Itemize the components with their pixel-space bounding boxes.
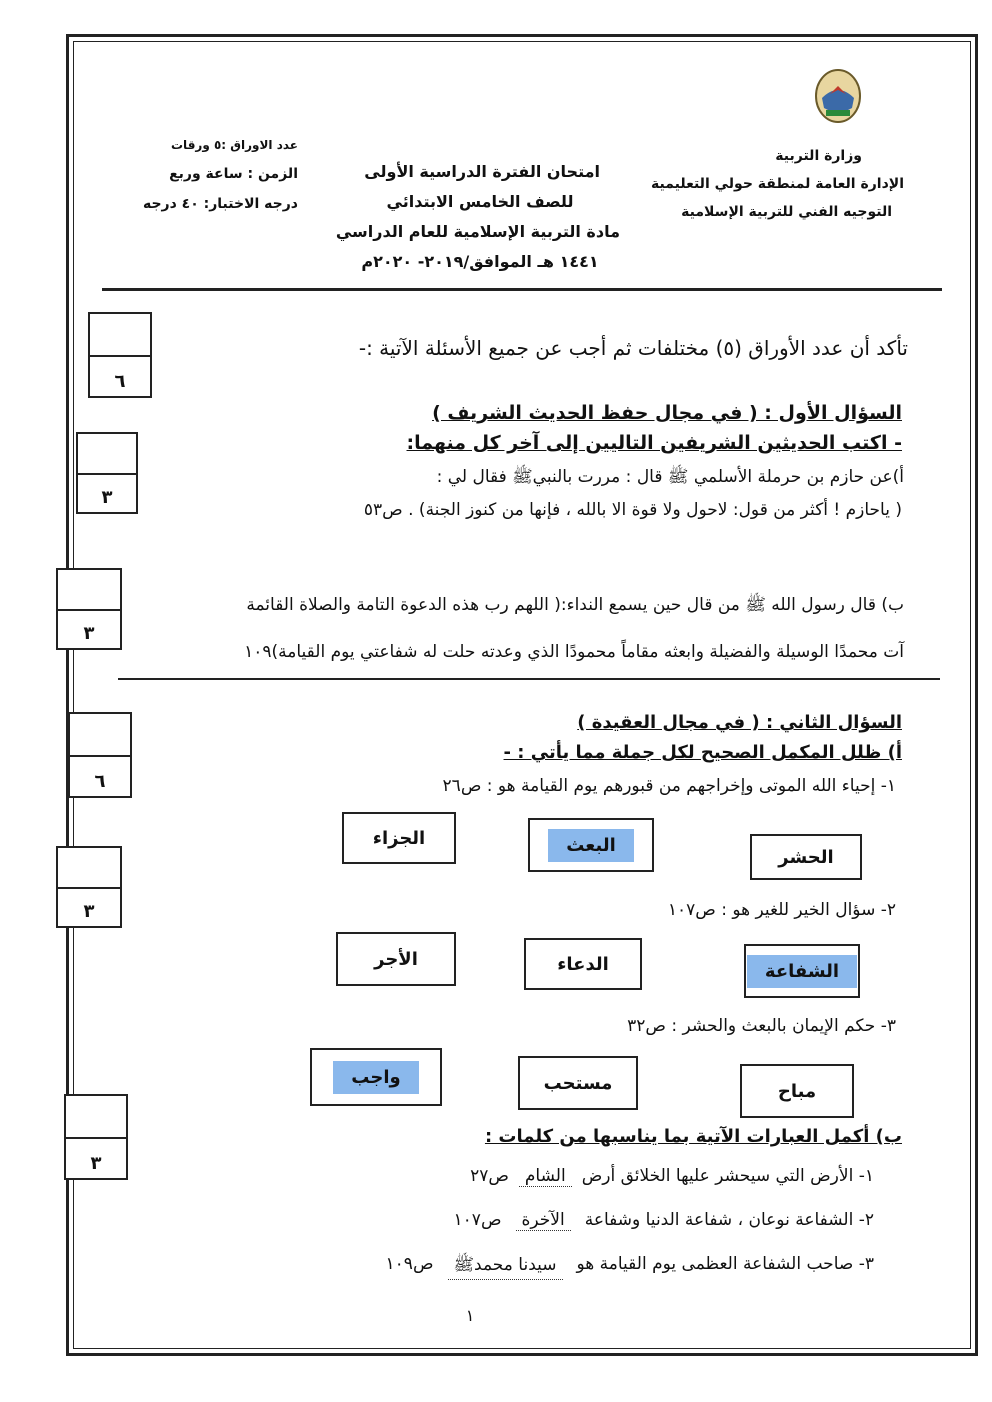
- score-box-q1: ٦: [88, 312, 152, 398]
- answer-field[interactable]: الآخرة: [516, 1210, 571, 1231]
- department-name: التوجيه الفني للتربية الإسلامية: [681, 204, 892, 220]
- exam-subject: مادة التربية الإسلامية للعام الدراسي: [335, 222, 620, 241]
- q2-b-item3: ٣- صاحب الشفاعة العظمى يوم القيامة هو سيدنا محمدﷺ ص١٠٩: [386, 1254, 874, 1280]
- q2-b-item2: ٢- الشفاعة نوعان ، شفاعة الدنيا وشفاعة الآخرة ص١٠٧: [453, 1210, 874, 1230]
- q1-divider: [118, 678, 940, 680]
- q2-item3-text: ٣- حكم الإيمان بالبعث والحشر : ص٣٢: [627, 1016, 896, 1036]
- option-jazaa[interactable]: الجزاء: [342, 812, 456, 864]
- q1-hadith-b-line1: ب) قال رسول الله ﷺ من قال حين يسمع النداء:( اللهم رب هذه الدعوة التامة والصلاة القائمة: [246, 595, 904, 615]
- option-shafaa-selected[interactable]: الشفاعة: [744, 944, 860, 998]
- q2-item1-text: ١- إحياء الله الموتى وإخراجهم من قبورهم يوم القيامة هو : ص٢٦: [442, 776, 896, 796]
- option-wajib-selected[interactable]: واجب: [310, 1048, 442, 1106]
- score-box-q2b: ٣: [64, 1094, 128, 1180]
- q2-title: السؤال الثاني : ( في مجال العقيدة ): [577, 712, 902, 733]
- q2-b-task: ب) أكمل العبارات الآتية بما يناسبها من كلمات :: [484, 1126, 902, 1147]
- score-box-q2a: ٣: [56, 846, 122, 928]
- option-ajr[interactable]: الأجر: [336, 932, 456, 986]
- directorate-name: الإدارة العامة لمنطقة حولي التعليمية: [651, 176, 904, 192]
- exam-year: ١٤٤١ هـ الموافق/٢٠١٩- ٢٠٢٠م: [361, 252, 599, 271]
- kuwait-emblem-icon: [812, 64, 864, 124]
- q2-task: أ) ظلل المكمل الصحيح لكل جملة مما يأتي : -: [503, 742, 902, 763]
- q2-item2-text: ٢- سؤال الخير للغير هو : ص١٠٧: [667, 900, 896, 920]
- q1-hadith-b-line2: آت محمدًا الوسيلة والفضيلة وابعثه مقاماً محمودًا الذي وعدته حلت له شفاعتي يوم القيامة)١٠٩: [244, 642, 904, 662]
- instruction-text: تأكد أن عدد الأوراق (٥) مختلفات ثم أجب عن جميع الأسئلة الآتية :-: [358, 336, 908, 360]
- exam-grade: للصف الخامس الابتدائي: [386, 192, 574, 211]
- ministry-name: وزارة التربية: [775, 148, 862, 164]
- q1-hadith-a-line1: أ)عن حازم بن حرملة الأسلمي ﷺ قال : مررت بالنبيﷺ فقال لي :: [436, 467, 904, 487]
- score-box-q1a: ٣: [76, 432, 138, 514]
- option-hashr[interactable]: الحشر: [750, 834, 862, 880]
- sheet-count: عدد الاوراق :٥ ورقات: [171, 138, 298, 152]
- exam-title: امتحان الفترة الدراسية الأولى: [364, 162, 600, 181]
- exam-duration: الزمن : ساعة وربع: [169, 166, 298, 182]
- score-box-q1b: ٣: [56, 568, 122, 650]
- header-divider: [102, 288, 942, 291]
- option-mubah[interactable]: مباح: [740, 1064, 854, 1118]
- answer-field[interactable]: الشام: [519, 1166, 572, 1187]
- exam-total-marks: درجه الاختبار: ٤٠ درجه: [142, 196, 298, 212]
- option-baath-selected[interactable]: البعث: [528, 818, 654, 872]
- option-mustahab[interactable]: مستحب: [518, 1056, 638, 1110]
- answer-field[interactable]: سيدنا محمدﷺ: [448, 1254, 563, 1280]
- q1-task: - اكتب الحديثين الشريفين التاليين إلى آخر كل منهما:: [406, 432, 902, 454]
- q2-b-item1: ١- الأرض التي سيحشر عليها الخلائق أرض الشام ص٢٧: [470, 1166, 874, 1186]
- score-box-q2: ٦: [68, 712, 132, 798]
- page-number: ١: [465, 1306, 475, 1325]
- q1-title: السؤال الأول : ( في مجال حفظ الحديث الشريف ): [432, 402, 902, 424]
- option-duaa[interactable]: الدعاء: [524, 938, 642, 990]
- q1-hadith-a-line2: ( ياحازم ! أكثر من قول: لاحول ولا قوة الا بالله ، فإنها من كنوز الجنة) . ص٥٣: [363, 500, 902, 520]
